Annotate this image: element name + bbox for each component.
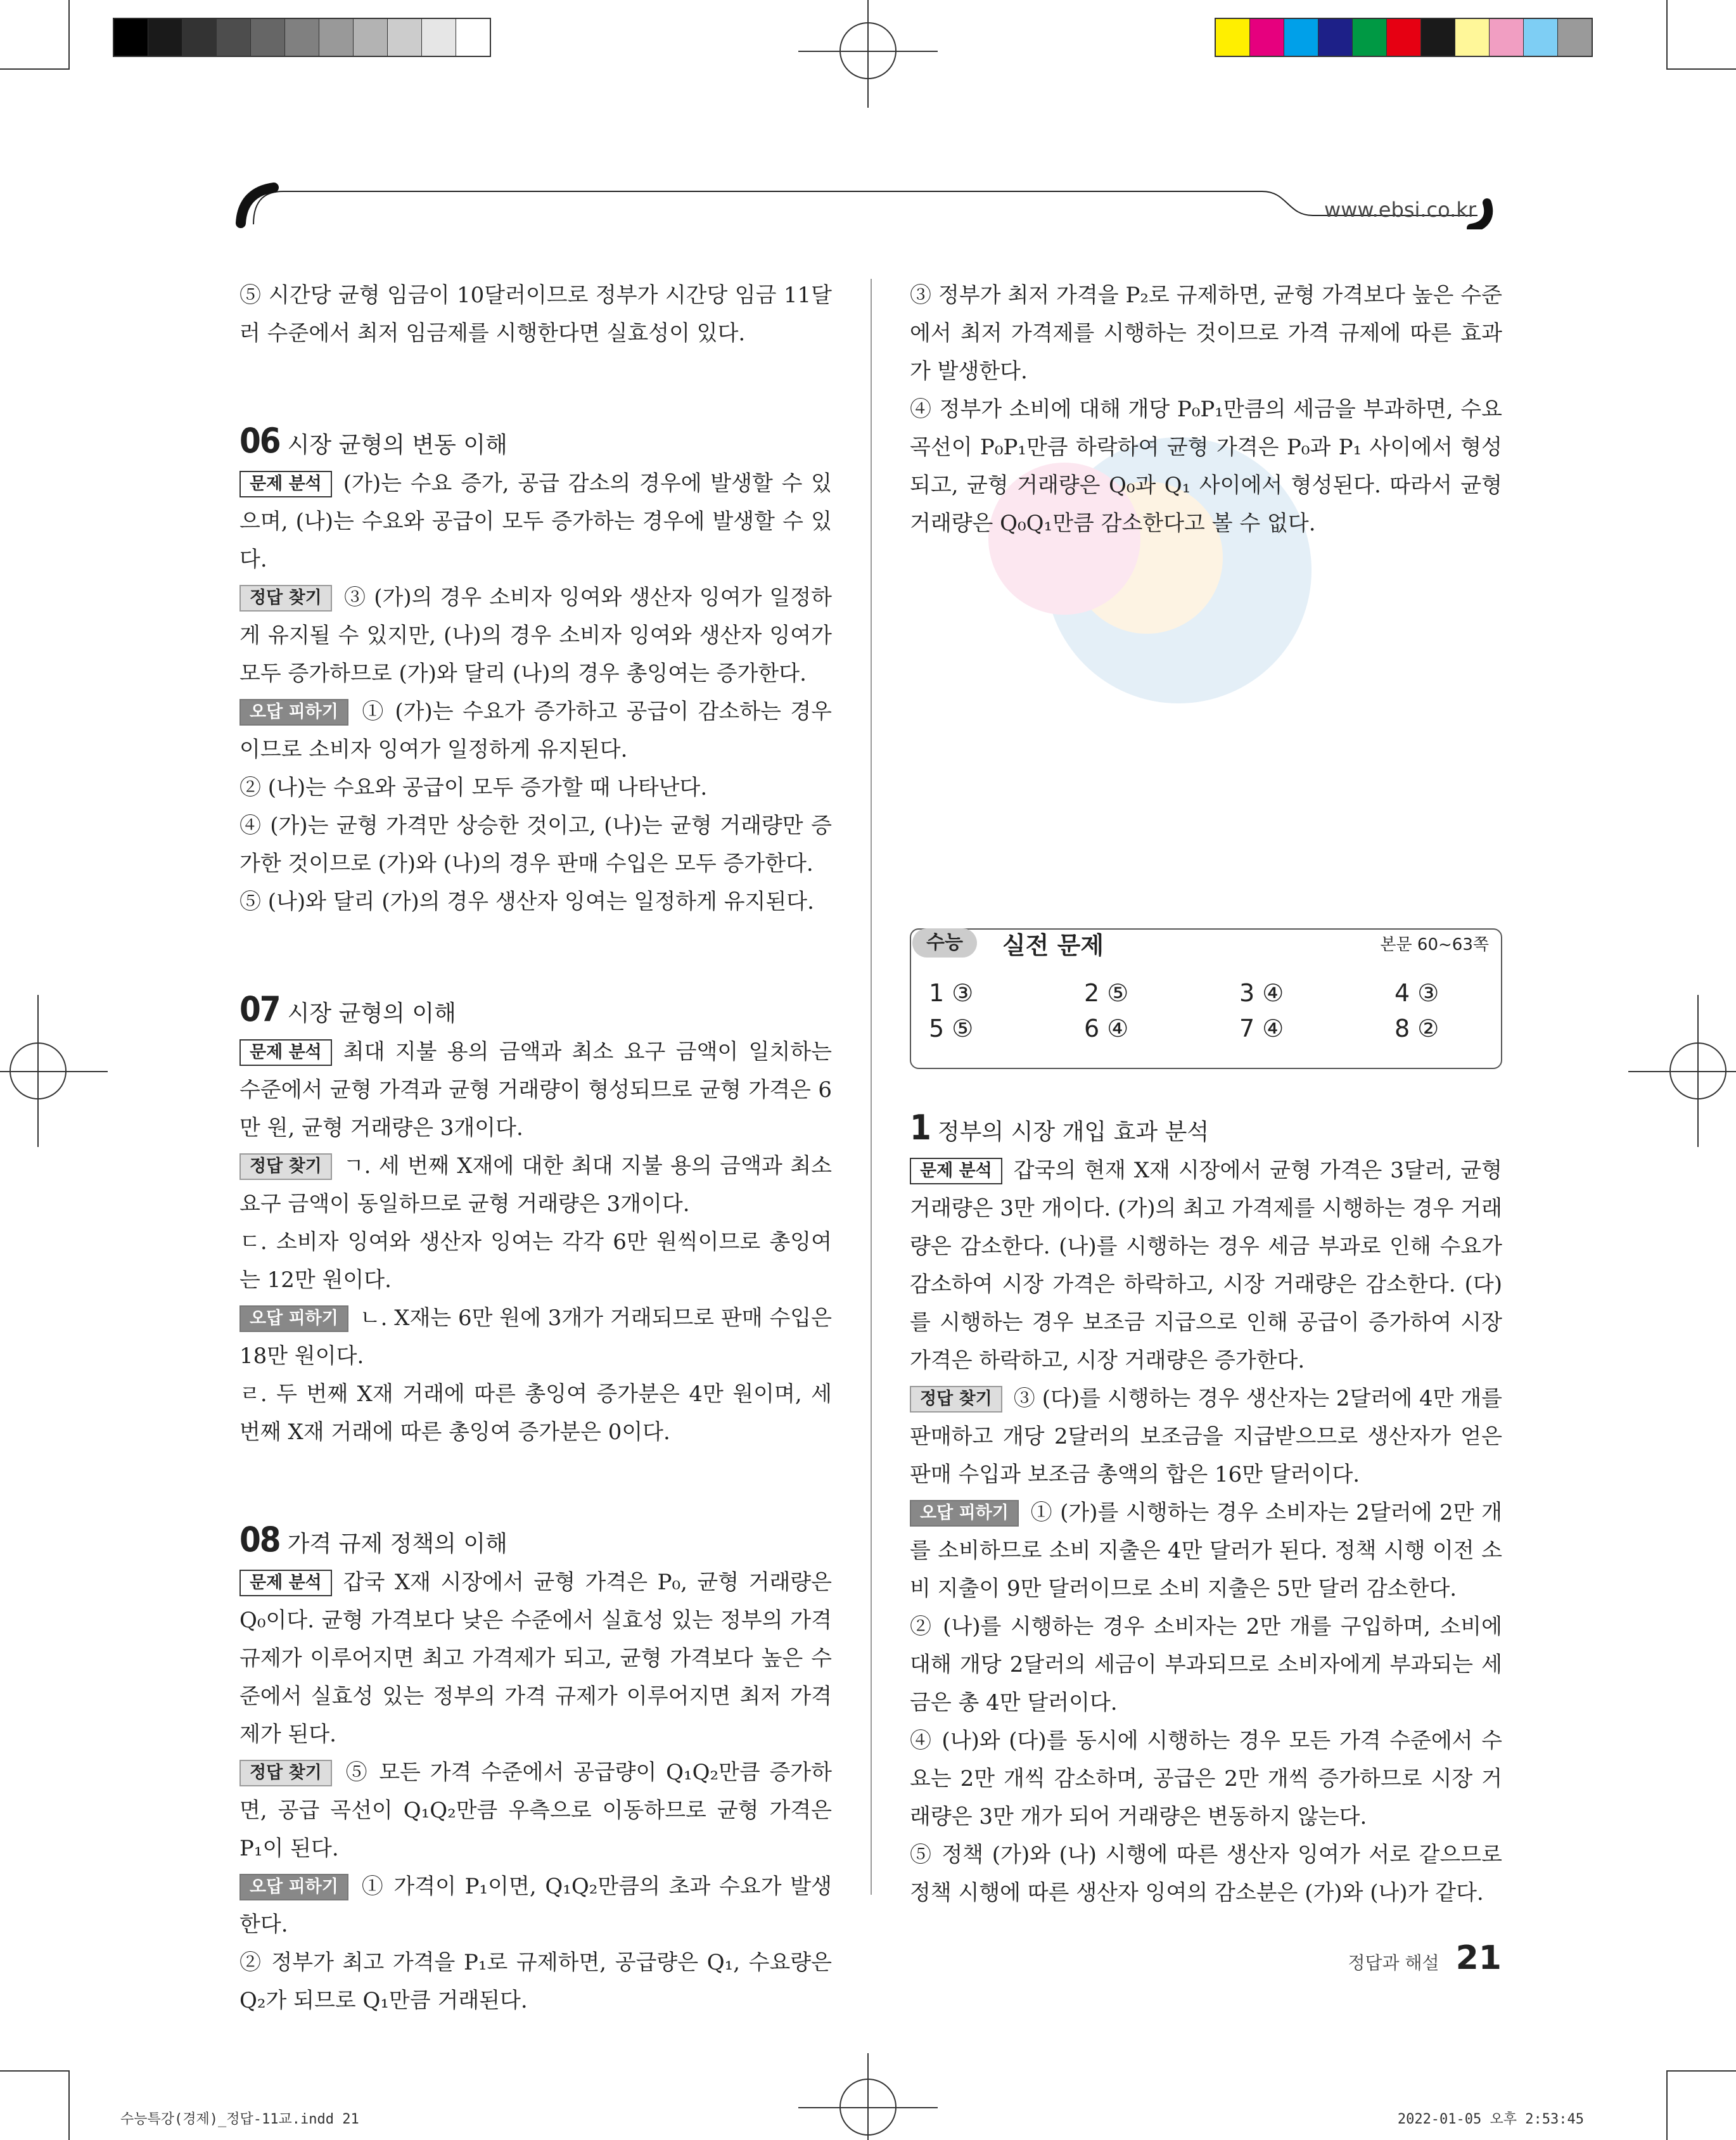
question-number: 07 [239,989,280,1029]
analysis-text: 갑국 X재 시장에서 균형 가격은 P₀, 균형 거래량은 Q₀이다. 균형 가격보다 낮은 수준에서 실효성 있는 정부의 가격 규제가 이루어지면 최고 가격제가 되고, 균형 가격보다 높은 수준에서 실효성 있는 정부의 가격 규제가 이루어지면 최저 가격제가 된다. [239,1570,832,1747]
analysis-tag: 문제 분석 [910,1158,1002,1184]
crop-mark [1666,2070,1668,2140]
analysis-tag: 문제 분석 [239,471,332,497]
avoid-text: ② 정부가 최고 가격을 P₁로 규제하면, 공급량은 Q₁, 수요량은 Q₂가 되므로 Q₁만큼 거래된다. [239,1950,832,2013]
question-title: 가격 규제 정책의 이해 [287,1531,507,1557]
answer-key-grid [929,979,1486,1042]
color-swatch [1387,19,1421,56]
color-swatch [1455,19,1490,56]
analysis-text: (가)는 수요 증가, 공급 감소의 경우에 발생할 수 있으며, (나)는 수요와 공급이 모두 증가하는 경우에 발생할 수 있다. [239,471,832,572]
answer-key-item: 7 ④ [1239,1015,1284,1042]
color-swatch [285,19,319,56]
avoid-text: ㄹ. 두 번째 X재 거래에 따른 총잉여 증가분은 4만 원이며, 세 번째 X재 거래에 따른 총잉여 증가분은 0이다. [239,1381,832,1445]
answer-key-item: 2 ⑤ [1084,979,1129,1007]
question-06 [239,422,832,921]
color-swatch [1216,19,1250,56]
avoid-text: ② (나)는 수요와 공급이 모두 증가할 때 나타난다. [239,775,708,800]
color-swatch [354,19,388,56]
answer-text: ㄱ. 세 번째 X재에 대한 최대 지불 용의 금액과 최소 요구 금액이 동일하므로 균형 거래량은 3개이다. [239,1153,832,1217]
answer-key-pill: 수능 [912,928,977,958]
color-swatch [114,19,148,56]
slug-filename: 수능특강(경제)_정답-11교.indd 21 [120,2111,359,2127]
answer-key-item: 3 ④ [1239,979,1284,1007]
answer-text: ③ (다)를 시행하는 경우 생산자는 2달러에 4만 개를 판매하고 개당 2달러의 보조금을 지급받으므로 생산자가 얻은 판매 수입과 보조금 총액의 합은 16만 달러이다. [910,1386,1502,1487]
question-number: 06 [239,421,280,461]
question-08 [239,1521,832,2020]
avoid-text: ② (나)를 시행하는 경우 소비자는 2만 개를 구입하며, 소비에 대해 개당 2달러의 세금이 부과되므로 소비자에게 부과되는 세금은 총 4만 달러이다. [910,1614,1502,1715]
answer-tag: 정답 찾기 [910,1386,1002,1413]
color-swatch [1524,19,1558,56]
crop-mark [1666,68,1736,70]
color-swatch [1284,19,1318,56]
avoid-text: ① (가)는 수요가 증가하고 공급이 감소하는 경우이므로 소비자 잉여가 일정하게 유지된다. [239,699,832,762]
avoid-text: ⑤ 정책 (가)와 (나) 시행에 따른 생산자 잉여가 서로 같으므로 정책 시행에 따른 생산자 잉여의 감소분은 (가)와 (나)가 같다. [910,1842,1502,1906]
header-rule [236,179,1500,229]
avoid-text: ㄴ. X재는 6만 원에 3개가 거래되므로 판매 수입은 18만 원이다. [239,1305,832,1369]
analysis-tag: 문제 분석 [239,1570,332,1596]
analysis-tag: 문제 분석 [239,1039,332,1066]
answer-key-header [912,926,1104,959]
answer-tag: 정답 찾기 [239,1760,332,1786]
color-swatch [182,19,217,56]
paragraph: ④ 정부가 소비에 대해 개당 P₀P₁만큼의 세금을 부과하면, 수요곡선이 P₀P₁만큼 하락하여 균형 가격은 P₀과 P₁ 사이에서 형성되고, 균형 거래량은 Q₀과 Q₁ 사이에서 형성된다. 따라서 균형 거래량은 Q₀Q₁만큼 감소한다고 볼 수 없다. [910,397,1502,536]
avoid-text: ④ (나)와 (다)를 동시에 시행하는 경우 모든 가격 수준에서 수요는 2만 개씩 감소하며, 공급은 2만 개씩 증가하므로 시장 거래량은 3만 개가 되어 거래량은 변동하지 않는다. [910,1728,1502,1829]
color-swatch [456,19,490,56]
color-swatch [251,19,285,56]
answer-key-item: 5 ⑤ [929,1015,974,1042]
answer-key-item: 6 ④ [1084,1015,1129,1042]
color-swatch [1558,19,1592,56]
avoid-text: ① 가격이 P₁이면, Q₁Q₂만큼의 초과 수요가 발생한다. [239,1874,832,1937]
color-swatch [1353,19,1387,56]
intro-paragraph: ⑤ 시간당 균형 임금이 10달러이므로 정부가 시간당 임금 11달러 수준에서 최저 임금제를 시행한다면 실효성이 있다. [239,283,832,346]
question-title: 시장 균형의 변동 이해 [287,432,507,458]
color-bar [1215,18,1593,57]
color-swatch [1421,19,1455,56]
answer-key-item: 1 ③ [929,979,974,1007]
page-footer [1348,1939,1502,1977]
left-column [239,276,832,2020]
avoid-tag: 오답 피하기 [239,1305,348,1332]
page-number: 21 [1455,1939,1502,1977]
answer-text: ⑤ 모든 가격 수준에서 공급량이 Q₁Q₂만큼 증가하면, 공급 곡선이 Q₁Q₂만큼 우측으로 이동하므로 균형 가격은 P₁이 된다. [239,1760,832,1861]
answer-tag: 정답 찾기 [239,1153,332,1180]
column-divider [871,279,872,1895]
answer-tag: 정답 찾기 [239,585,332,612]
right-column-top [910,276,1502,542]
crop-mark [1666,2070,1736,2072]
color-swatch [422,19,456,56]
footer-label: 정답과 해설 [1348,1952,1439,1973]
question-title: 정부의 시장 개입 효과 분석 [937,1119,1209,1145]
avoid-tag: 오답 피하기 [910,1500,1019,1527]
crop-mark [1666,0,1668,70]
avoid-text: ④ (가)는 균형 가격만 상승한 것이고, (나)는 균형 거래량만 증가한 것이므로 (가)와 (나)의 경우 판매 수입은 모두 증가한다. [239,813,832,876]
avoid-tag: 오답 피하기 [239,699,348,726]
analysis-text: 최대 지불 용의 금액과 최소 요구 금액이 일치하는 수준에서 균형 가격과 균형 거래량이 형성되므로 균형 가격은 6만 원, 균형 거래량은 3개이다. [239,1039,832,1141]
answer-key-page-ref: 본문 60~63쪽 [1380,935,1489,954]
slug-timestamp: 2022-01-05 오후 2:53:45 [1397,2111,1584,2127]
answer-text: ③ (가)의 경우 소비자 잉여와 생산자 잉여가 일정하게 유지될 수 있지만, (나)의 경우 소비자 잉여와 생산자 잉여가 모두 증가하므로 (가)와 달리 (나)의 경우 총잉여는 증가한다. [239,585,832,686]
color-swatch [319,19,354,56]
question-number: 1 [910,1108,930,1148]
crop-mark [0,2070,70,2072]
color-swatch [388,19,422,56]
color-swatch [1250,19,1284,56]
paragraph: ③ 정부가 최저 가격을 P₂로 규제하면, 균형 가격보다 높은 수준에서 최저 가격제를 시행하는 것이므로 가격 규제에 따른 효과가 발생한다. [910,283,1502,384]
avoid-text: ⑤ (나)와 달리 (가)의 경우 생산자 잉여는 일정하게 유지된다. [239,889,814,914]
color-swatch [1490,19,1524,56]
crop-mark [68,2070,70,2140]
header-url: www.ebsi.co.kr [1324,198,1476,222]
avoid-text: ① (가)를 시행하는 경우 소비자는 2달러에 2만 개를 소비하므로 소비 지출은 4만 달러가 된다. 정책 시행 이전 소비 지출이 9만 달러이므로 소비 지출은 5만 달러 감소한다. [910,1500,1502,1601]
question-number: 08 [239,1520,280,1560]
question-1 [910,1109,1502,1912]
color-swatch [1318,19,1353,56]
answer-key-title: 실전 문제 [1002,931,1104,959]
crop-mark [0,68,70,70]
color-swatch [148,19,182,56]
color-swatch [217,19,251,56]
greyscale-bar [113,18,491,57]
question-07 [239,990,832,1451]
answer-text: ㄷ. 소비자 잉여와 생산자 잉여는 각각 6만 원씩이므로 총잉여는 12만 원이다. [239,1229,832,1293]
answer-key-item: 8 ② [1395,1015,1439,1042]
question-title: 시장 균형의 이해 [287,1001,456,1027]
avoid-tag: 오답 피하기 [239,1874,348,1900]
answer-key-item: 4 ③ [1395,979,1439,1007]
crop-mark [68,0,70,70]
analysis-text: 갑국의 현재 X재 시장에서 균형 가격은 3달러, 균형 거래량은 3만 개이다. (가)의 최고 가격제를 시행하는 경우 거래량은 감소한다. (나)를 시행하는 경우 세금 부과로 인해 수요가 감소하여 시장 가격은 하락하고, 시장 거래량은 감소한다. (다)를 시행하는 경우 보조금 지급으로 인해 공급이 증가하여 시장 가격은 하락하고, 시장 거래량은 증가한다. [910,1158,1502,1373]
